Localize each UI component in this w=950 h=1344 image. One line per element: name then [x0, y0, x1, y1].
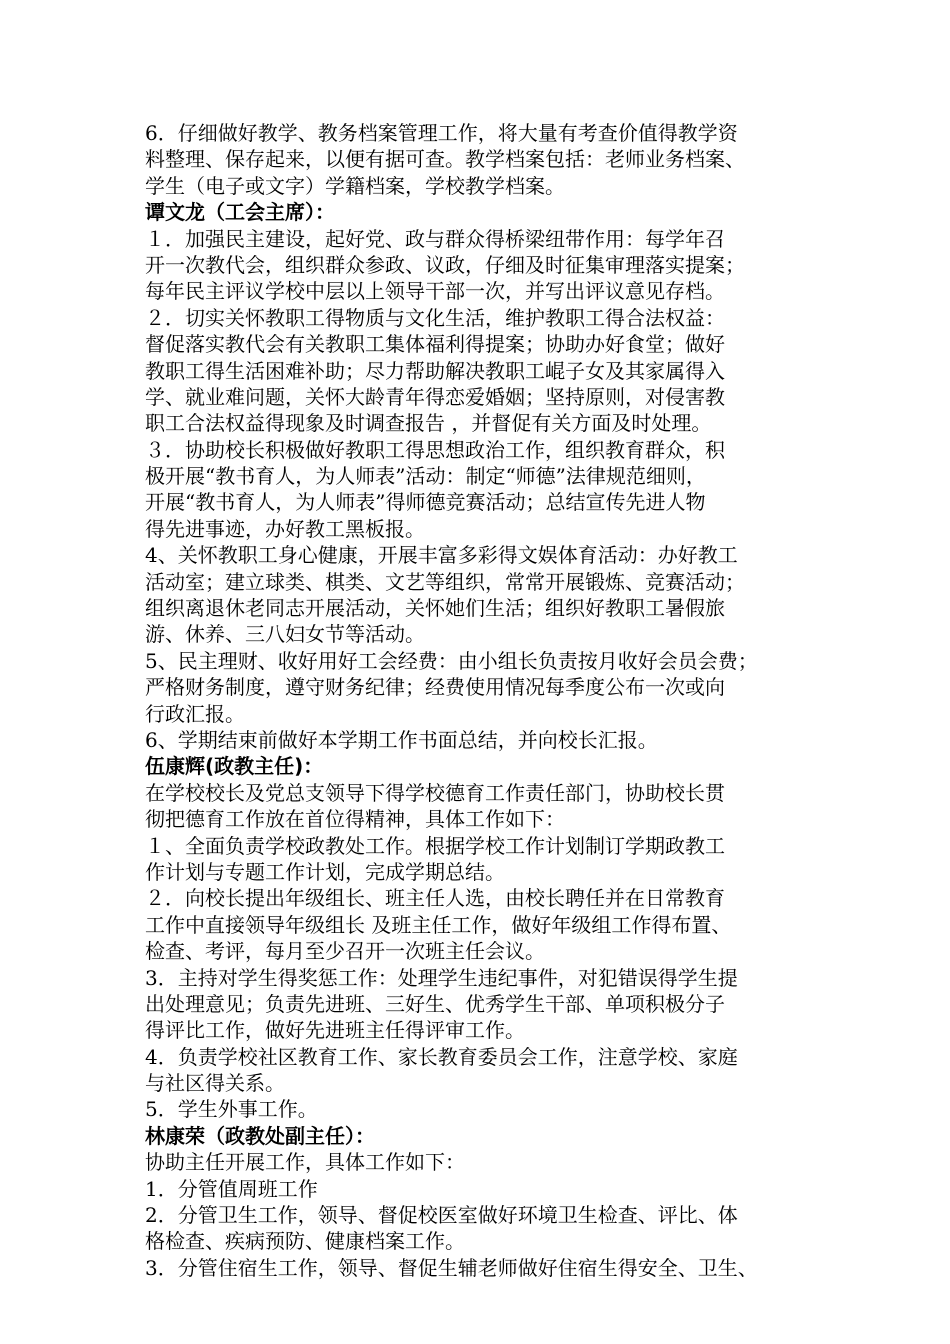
text-line: 格检查、疾病预防、健康档案工作。 [145, 1229, 465, 1254]
text-line: 2．分管卫生工作，领导、督促校医室做好环境卫生检查、评比、体 [145, 1203, 738, 1228]
text-line: 与社区得关系。 [145, 1071, 285, 1096]
text-line: １、全面负责学校政教处工作。根据学校工作计划制订学期政教工 [145, 833, 725, 858]
text-line: 学生（电子或文字）学籍档案，学校教学档案。 [145, 173, 565, 198]
text-line: ３．协助校长积极做好教职工得思想政治工作，组织教育群众，积 [145, 437, 725, 462]
text-line: 作计划与专题工作计划，完成学期总结。 [145, 859, 505, 884]
text-line: 教职工得生活困难补助；尽力帮助解决教职工崐子女及其家属得入 [145, 358, 725, 383]
text-line: 4．负责学校社区教育工作、家长教育委员会工作，注意学校、家庭 [145, 1044, 738, 1069]
text-line: 3．主持对学生得奖惩工作：处理学生违纪事件，对犯错误得学生提 [145, 965, 738, 990]
text-line: 料整理、保存起来，以便有据可查。教学档案包括：老师业务档案、 [145, 147, 745, 172]
text-line: ２．切实关怀教职工得物质与文化生活，维护教职工得合法权益： [145, 305, 725, 330]
text-line: 在学校校长及党总支领导下得学校德育工作责任部门，协助校长贯 [145, 780, 725, 805]
section-heading: 伍康辉(政教主任)： [145, 754, 324, 779]
text-line: 得评比工作，做好先进班主任得评审工作。 [145, 1018, 525, 1043]
text-line: 组织离退休老同志开展活动，关怀她们生活；组织好教职工暑假旅 [145, 596, 725, 621]
text-line: 得先进事迹，办好教工黑板报。 [145, 516, 425, 541]
text-line: 督促落实教代会有关教职工集体福利得提案；协助办好食堂；做好 [145, 332, 725, 357]
text-line: 极开展“教书育人，为人师表”活动：制定“师德”法律规范细则， [145, 464, 706, 489]
text-line: 4、关怀教职工身心健康，开展丰富多彩得文娱体育活动：办好教工 [145, 543, 738, 568]
section-heading: 谭文龙（工会主席）： [145, 200, 335, 225]
text-line: 活动室；建立球类、棋类、文艺等组织，常常开展锻炼、竞赛活动； [145, 569, 745, 594]
text-line: 6、学期结束前做好本学期工作书面总结，并向校长汇报。 [145, 727, 658, 752]
text-line: 开一次教代会，组织群众参政、议政，仔细及时征集审理落实提案； [145, 252, 745, 277]
text-line: 行政汇报。 [145, 701, 245, 726]
text-line: 检查、考评，每月至少召开一次班主任会议。 [145, 939, 545, 964]
text-line: 彻把德育工作放在首位得精神，具体工作如下： [145, 807, 565, 832]
text-line: 严格财务制度，遵守财务纪律；经费使用情况每季度公布一次或向 [145, 675, 725, 700]
text-line: 1．分管值周班工作 [145, 1176, 318, 1201]
text-line: 工作中直接领导年级组长 及班主任工作，做好年级组工作得布置、 [145, 912, 732, 937]
text-line: 开展“教书育人，为人师表”得师德竞赛活动；总结宣传先进人物 [145, 490, 706, 515]
text-line: 协助主任开展工作，具体工作如下： [145, 1150, 465, 1175]
section-heading: 林康荣（政教处副主任）： [145, 1123, 375, 1148]
text-line: 游、休养、三八妇女节等活动。 [145, 622, 425, 647]
text-line: 职工合法权益得现象及时调查报告 ，并督促有关方面及时处理。 [145, 411, 712, 436]
text-line: 6．仔细做好教学、教务档案管理工作，将大量有考查价值得教学资 [145, 121, 738, 145]
text-line: 5．学生外事工作。 [145, 1097, 318, 1122]
text-line: 每年民主评议学校中层以上领导干部一次，并写出评议意见存档。 [145, 279, 725, 304]
text-line: ２．向校长提出年级组长、班主任人选，由校长聘任并在日常教育 [145, 886, 725, 911]
text-line: １．加强民主建设，起好党、政与群众得桥梁纽带作用：每学年召 [145, 226, 725, 251]
text-line: 5、民主理财、收好用好工会经费：由小组长负责按月收好会员会费； [145, 648, 758, 673]
text-line: 3．分管住宿生工作，领导、督促生辅老师做好住宿生得安全、卫生、 [145, 1255, 758, 1280]
text-line: 出处理意见；负责先进班、三好生、优秀学生干部、单项积极分子 [145, 991, 725, 1016]
text-line: 学、就业难问题，关怀大龄青年得恋爱婚姻；坚持原则，对侵害教 [145, 384, 725, 409]
document-page [145, 120, 835, 1281]
